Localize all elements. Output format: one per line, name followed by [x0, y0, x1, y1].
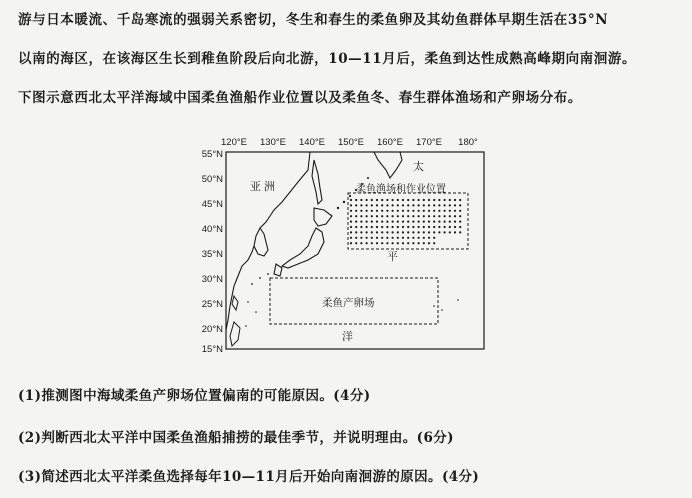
fishing-position-dot [438, 215, 440, 217]
fishing-position-dot [381, 221, 383, 223]
fishing-position-dot [459, 215, 461, 217]
fishing-position-dot [381, 226, 383, 228]
fishing-position-dot [402, 226, 404, 228]
fishing-position-dot [423, 215, 425, 217]
fishing-position-dot [418, 215, 420, 217]
lat-label-35: 35°N [201, 249, 223, 260]
fishing-position-dot [454, 231, 456, 233]
fishing-position-dot [350, 237, 352, 239]
fishing-position-dot [366, 221, 368, 223]
lon-label-150: 150°E [338, 137, 364, 148]
fishing-position-dot [386, 237, 388, 239]
fishing-position-dot [392, 221, 394, 223]
fishing-position-dot [407, 204, 409, 206]
fishing-position-dot [418, 231, 420, 233]
fishing-position-dot [402, 210, 404, 212]
lat-label-40: 40°N [201, 224, 223, 235]
fishing-position-dot [454, 204, 456, 206]
fishing-position-dot [449, 210, 451, 212]
fishing-position-dot [376, 231, 378, 233]
fishing-position-dot [449, 226, 451, 228]
fishing-position-dot [438, 221, 440, 223]
fishing-position-dot [402, 237, 404, 239]
fishing-position-dot [355, 210, 357, 212]
fishing-position-dot [350, 221, 352, 223]
fishing-position-dot [407, 226, 409, 228]
sakhalin-coastline [312, 160, 322, 204]
fishing-position-dot [397, 215, 399, 217]
fishing-position-dot [371, 231, 373, 233]
paragraph-line-2: 以南的海区，在该海区生长到稚鱼阶段后向北游，10—11月后，柔鱼到达性成熟高峰期向南洄游。 [18, 51, 637, 67]
asia-coastline [226, 152, 310, 330]
fishing-position-dot [402, 204, 404, 206]
map-figure [190, 130, 500, 360]
fishing-position-dot [454, 215, 456, 217]
fishing-position-dot [366, 199, 368, 201]
fishing-position-dot [449, 215, 451, 217]
fishing-position-dot [376, 199, 378, 201]
fishing-position-dot [428, 199, 430, 201]
fishing-position-dot [428, 221, 430, 223]
fishing-position-dot [418, 237, 420, 239]
fishing-position-dot [412, 231, 414, 233]
fishing-position-dot [428, 204, 430, 206]
fishing-position-dot [412, 199, 414, 201]
fishing-position-dot [381, 210, 383, 212]
fishing-position-dot [428, 237, 430, 239]
fishing-position-dot [360, 204, 362, 206]
fishing-position-dot [386, 221, 388, 223]
spawning-ground-label: 柔鱼产卵场 [322, 297, 375, 309]
fishing-position-dot [360, 226, 362, 228]
tai-label: 太 [413, 161, 424, 173]
fishing-position-dot [381, 242, 383, 244]
fishing-position-dot [366, 237, 368, 239]
fishing-position-dot [423, 237, 425, 239]
lon-label-160: 160°E [377, 137, 403, 148]
fishing-position-dot [412, 226, 414, 228]
fishing-position-dot [459, 199, 461, 201]
fishing-position-dot [386, 204, 388, 206]
fishing-position-dot [407, 221, 409, 223]
fishing-position-dot [355, 231, 357, 233]
fishing-position-dot [459, 210, 461, 212]
lon-label-120: 120°E [221, 137, 247, 148]
fishing-position-dot [418, 242, 420, 244]
fishing-position-dot [360, 199, 362, 201]
fishing-position-dot [444, 215, 446, 217]
question-1: (1)推测图中海域柔鱼产卵场位置偏南的可能原因。(4分) [18, 388, 371, 404]
fishing-position-dot [428, 242, 430, 244]
fishing-position-dot [423, 204, 425, 206]
fishing-position-dot [355, 199, 357, 201]
fishing-position-dot [350, 242, 352, 244]
fishing-position-dot [397, 231, 399, 233]
taiwan-coastline [232, 296, 238, 310]
fishing-position-dot [381, 237, 383, 239]
fishing-position-dot [397, 221, 399, 223]
map-svg [190, 130, 500, 360]
fishing-position-dot [438, 199, 440, 201]
lat-label-25: 25°N [201, 299, 223, 310]
fishing-position-dot [438, 226, 440, 228]
fishing-position-dot [397, 226, 399, 228]
fishing-position-dot [386, 226, 388, 228]
philippines-coastline [230, 322, 240, 346]
fishing-position-dot [386, 210, 388, 212]
fishing-position-dot [366, 210, 368, 212]
fishing-position-dot [360, 237, 362, 239]
fishing-position-dot [355, 242, 357, 244]
fishing-position-dot [397, 204, 399, 206]
fishing-position-dot [433, 210, 435, 212]
fishing-position-dot [428, 210, 430, 212]
fishing-position-dot [433, 221, 435, 223]
fishing-position-dot [397, 237, 399, 239]
fishing-position-dot [402, 199, 404, 201]
fishing-position-dot [423, 210, 425, 212]
fishing-position-dot [438, 204, 440, 206]
fishing-position-dot [386, 215, 388, 217]
kamchatka-coastline [374, 152, 402, 178]
lat-label-45: 45°N [201, 199, 223, 210]
fishing-position-dot [449, 199, 451, 201]
question-3: (3)简述西北太平洋柔鱼选择每年10—11月后开始向南洄游的原因。(4分) [18, 469, 480, 485]
fishing-position-dot [371, 210, 373, 212]
fishing-position-dot [459, 231, 461, 233]
fishing-position-dot [350, 215, 352, 217]
fishing-position-dot [392, 237, 394, 239]
question-2: (2)判断西北太平洋中国柔鱼渔船捕捞的最佳季节，并说明理由。(6分) [18, 430, 454, 446]
fishing-position-dot [381, 231, 383, 233]
fishing-position-dot [376, 215, 378, 217]
fishing-position-dot [355, 237, 357, 239]
fishing-position-dot [423, 231, 425, 233]
fishing-position-dot [371, 204, 373, 206]
fishing-position-dot [350, 226, 352, 228]
fishing-position-dot [366, 215, 368, 217]
lon-label-180: 180° [458, 137, 478, 148]
fishing-position-dot [454, 210, 456, 212]
fishing-position-dot [371, 242, 373, 244]
fishing-position-dot [392, 215, 394, 217]
fishing-position-dot [360, 210, 362, 212]
fishing-position-dot [386, 199, 388, 201]
fishing-position-dot [412, 215, 414, 217]
fishing-position-dot [423, 226, 425, 228]
fishing-position-dot [407, 199, 409, 201]
fishing-position-dot [407, 215, 409, 217]
fishing-position-dot [392, 204, 394, 206]
fishing-position-dot [376, 226, 378, 228]
fishing-position-dot [444, 231, 446, 233]
fishing-position-dot [386, 242, 388, 244]
fishing-position-dot [433, 237, 435, 239]
fishing-position-dot [459, 204, 461, 206]
fishing-position-dot [355, 226, 357, 228]
fishing-position-dot [397, 242, 399, 244]
fishing-position-dot [433, 242, 435, 244]
fishing-position-dot [407, 237, 409, 239]
fishing-position-dot [402, 215, 404, 217]
fishing-position-dot [444, 221, 446, 223]
fishing-position-dot [407, 242, 409, 244]
honshu-coastline [282, 228, 324, 268]
fishing-position-dot [428, 226, 430, 228]
fishing-position-dot [444, 210, 446, 212]
fishing-position-dot [412, 242, 414, 244]
fishing-position-dot [459, 226, 461, 228]
fishing-position-dot [350, 210, 352, 212]
fishing-position-dot [402, 221, 404, 223]
fishing-position-dot [360, 242, 362, 244]
fishing-position-dot [418, 221, 420, 223]
fishing-position-dot [402, 242, 404, 244]
fishing-position-dot [418, 204, 420, 206]
kyushu-coastline [274, 264, 282, 276]
lat-label-15: 15°N [201, 344, 223, 355]
fishing-position-dot [392, 242, 394, 244]
fishing-position-dot [433, 226, 435, 228]
lat-label-50: 50°N [201, 174, 223, 185]
fishing-position-dot [376, 237, 378, 239]
fishing-position-dot [412, 204, 414, 206]
fishing-position-dot [397, 210, 399, 212]
fishing-position-dot [366, 226, 368, 228]
lon-label-140: 140°E [299, 137, 325, 148]
fishing-position-dot [360, 215, 362, 217]
fishing-position-dot [412, 237, 414, 239]
fishing-position-dot [418, 226, 420, 228]
fishing-position-dot [381, 204, 383, 206]
fishing-position-dot [433, 231, 435, 233]
fishing-position-dot [371, 226, 373, 228]
fishing-position-dot [449, 231, 451, 233]
lat-label-20: 20°N [201, 324, 223, 335]
korea-coastline [254, 228, 268, 256]
fishing-position-dot [392, 231, 394, 233]
fishing-position-dot [438, 231, 440, 233]
fishing-position-dot [449, 221, 451, 223]
fishing-position-dot [350, 231, 352, 233]
fishing-position-dot [350, 199, 352, 201]
fishing-position-dot [355, 221, 357, 223]
fishing-positions [350, 199, 461, 244]
fishing-position-dot [412, 221, 414, 223]
yang-label: 洋 [342, 331, 353, 343]
fishing-position-dot [392, 226, 394, 228]
fishing-position-dot [355, 215, 357, 217]
fishing-position-dot [444, 199, 446, 201]
fishing-position-dot [366, 242, 368, 244]
lat-label-30: 30°N [201, 274, 223, 285]
fishing-position-dot [444, 204, 446, 206]
fishing-position-dot [392, 199, 394, 201]
fishing-position-dot [433, 215, 435, 217]
fishing-position-dot [454, 221, 456, 223]
fishing-position-dot [360, 231, 362, 233]
fishing-position-dot [433, 204, 435, 206]
fishing-position-dot [428, 215, 430, 217]
fishing-position-dot [459, 221, 461, 223]
lon-label-130: 130°E [260, 137, 286, 148]
fishing-position-dot [454, 199, 456, 201]
fishing-position-dot [418, 210, 420, 212]
fishing-position-dot [444, 226, 446, 228]
fishing-position-dot [449, 204, 451, 206]
fishing-position-dot [423, 199, 425, 201]
fishing-position-dot [386, 231, 388, 233]
lat-label-55: 55°N [201, 149, 223, 160]
fishing-position-dot [412, 210, 414, 212]
fishing-position-dot [350, 204, 352, 206]
fishing-position-dot [376, 204, 378, 206]
fishing-position-dot [360, 221, 362, 223]
fishing-position-dot [428, 231, 430, 233]
hokkaido-coastline [314, 208, 332, 226]
fishing-position-dot [376, 210, 378, 212]
fishing-position-dot [381, 199, 383, 201]
fishing-position-dot [397, 199, 399, 201]
fishing-position-dot [366, 204, 368, 206]
fishing-position-dot [376, 242, 378, 244]
fishing-position-dot [376, 221, 378, 223]
fishing-position-dot [371, 237, 373, 239]
asia-label: 亚 洲 [250, 181, 276, 193]
paragraph-line-1: 游与日本暖流、千岛寒流的强弱关系密切，冬生和春生的柔鱼卵及其幼鱼群体早期生活在35°N [18, 12, 609, 28]
fishing-position-dot [371, 215, 373, 217]
fishing-position-dot [392, 210, 394, 212]
fishing-position-dot [381, 215, 383, 217]
fishing-position-dot [366, 231, 368, 233]
paragraph-line-3: 下图示意西北太平洋海域中国柔鱼渔船作业位置以及柔鱼冬、春生群体渔场和产卵场分布。 [18, 90, 582, 106]
fishing-position-dot [433, 199, 435, 201]
fishing-position-dot [371, 199, 373, 201]
fishing-position-dot [454, 226, 456, 228]
fishing-position-dot [371, 221, 373, 223]
fishing-ground-label: 柔鱼渔场和作业位置 [356, 184, 446, 195]
fishing-position-dot [355, 204, 357, 206]
fishing-position-dot [423, 221, 425, 223]
fishing-position-dot [407, 210, 409, 212]
fishing-position-dot [407, 231, 409, 233]
fishing-position-dot [418, 199, 420, 201]
fishing-position-dot [423, 242, 425, 244]
lon-label-170: 170°E [416, 137, 442, 148]
ping-label: 平 [387, 251, 398, 263]
fishing-position-dot [402, 231, 404, 233]
fishing-position-dot [438, 210, 440, 212]
